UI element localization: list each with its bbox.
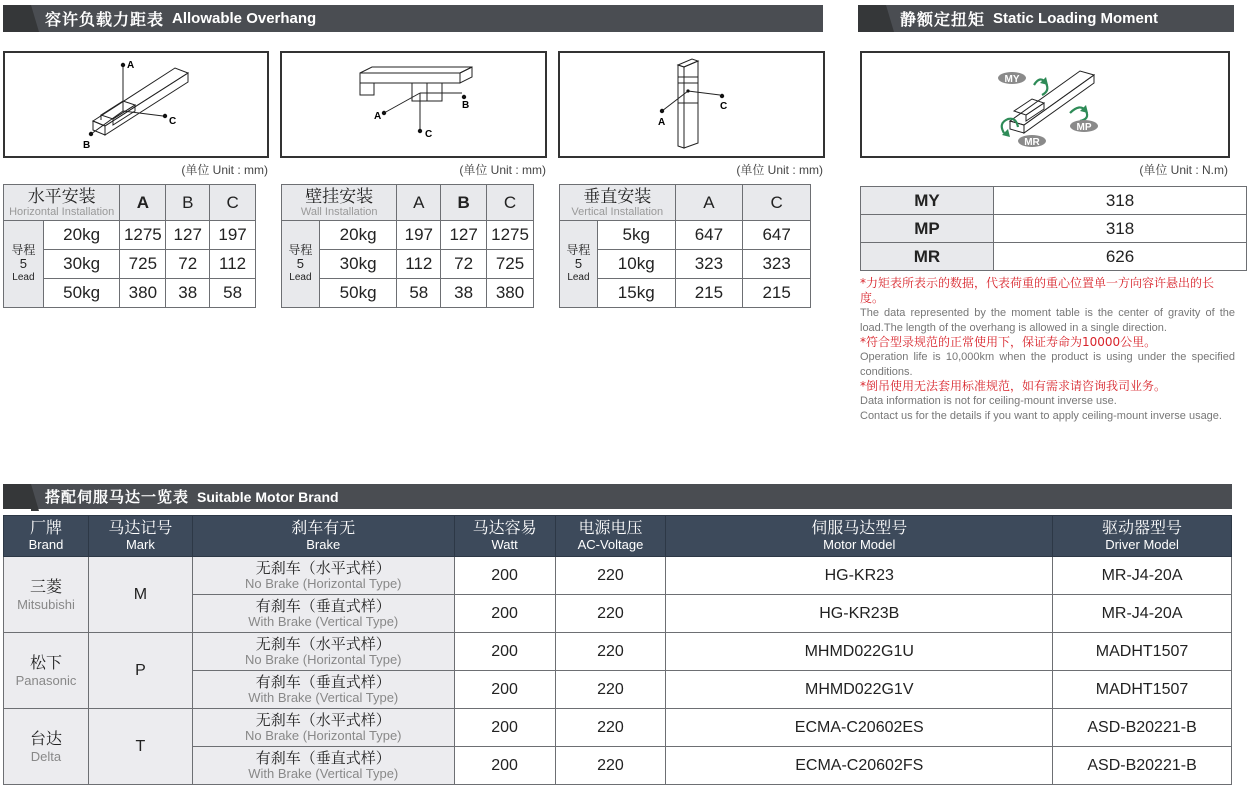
table-row	[4, 709, 1232, 747]
lead-en: Lead	[12, 272, 35, 283]
moment-key: MP	[861, 215, 994, 243]
note-en: Contact us for the details if you want to apply ceiling-mount inverse usage.	[860, 409, 1222, 422]
voltage-cell: 220	[555, 671, 666, 709]
label-mp: MP	[1076, 122, 1092, 133]
moment-key: MY	[861, 187, 994, 215]
brake-cell: 无刹车（水平式样） No Brake (Horizontal Type)	[192, 709, 454, 747]
value-cell: 725	[120, 250, 166, 279]
moment-value: 318	[994, 215, 1247, 243]
brand-cell: 三菱 Mitsubishi	[4, 557, 89, 633]
value-cell: 323	[743, 250, 811, 279]
lead-cell	[282, 221, 320, 308]
col-voltage: 电源电压 AC-Voltage	[555, 516, 666, 557]
driver-model-cell: MADHT1507	[1053, 633, 1232, 671]
voltage-cell: 220	[555, 709, 666, 747]
col-mark: 马达记号 Mark	[88, 516, 192, 557]
brake-cell: 有刹车（垂直式样） With Brake (Vertical Type)	[192, 747, 454, 785]
moment-header-cn: 静额定扭矩	[900, 10, 986, 29]
horizontal-actuator-drawing	[5, 53, 267, 156]
motor-model-cell: HG-KR23B	[666, 595, 1053, 633]
value-cell: 58	[397, 279, 441, 308]
install-en: Wall Installation	[300, 205, 378, 218]
motor-model-cell: HG-KR23	[666, 557, 1053, 595]
load-cell: 15kg	[597, 279, 675, 308]
moment-diagram	[860, 51, 1230, 158]
load-cell: 20kg	[43, 221, 120, 250]
motor-model-cell: ECMA-C20602ES	[666, 709, 1053, 747]
load-cell: 20kg	[319, 221, 397, 250]
lead-cell	[560, 221, 598, 308]
note-cn: *符合型录规范的正常使用下，保证寿命为10000公里。	[860, 335, 1157, 349]
col-header: C	[487, 185, 534, 221]
install-cn: 壁挂安装	[305, 186, 374, 207]
col-header: A	[675, 185, 743, 221]
install-type-header	[560, 185, 676, 221]
driver-model-cell: MR-J4-20A	[1053, 557, 1232, 595]
col-brake: 刹车有无 Brake	[192, 516, 454, 557]
col-header: C	[210, 185, 256, 221]
brake-cell: 有刹车（垂直式样） With Brake (Vertical Type)	[192, 595, 454, 633]
col-header: C	[743, 185, 811, 221]
mark-cell: T	[88, 709, 192, 785]
moment-header-en: Static Loading Moment	[993, 10, 1159, 27]
install-en: Horizontal Installation	[9, 205, 115, 218]
motor-header-cn: 搭配伺服马达一览表	[45, 488, 190, 506]
watt-cell: 200	[454, 709, 555, 747]
horizontal-overhang-table	[3, 184, 256, 308]
label-c: C	[425, 129, 433, 140]
col-header: B	[166, 185, 210, 221]
note-cn: *力矩表所表示的数据，代表荷重的重心位置单一方向容许悬出的长度。	[860, 276, 1215, 305]
driver-model-cell: ASD-B20221-B	[1053, 747, 1232, 785]
brand-cell: 松下 Panasonic	[4, 633, 89, 709]
lead-cn: 导程	[11, 243, 36, 257]
col-driver-model: 驱动器型号 Driver Model	[1053, 516, 1232, 557]
table-row	[4, 557, 1232, 595]
header-accent	[858, 5, 886, 32]
watt-cell: 200	[454, 595, 555, 633]
moment-table	[860, 186, 1247, 271]
lead-cn: 导程	[566, 243, 591, 257]
moment-value: 626	[994, 243, 1247, 271]
brake-cell: 无刹车（水平式样） No Brake (Horizontal Type)	[192, 633, 454, 671]
brake-cell: 有刹车（垂直式样） With Brake (Vertical Type)	[192, 671, 454, 709]
wall-actuator-drawing	[282, 53, 545, 156]
value-cell: 58	[210, 279, 256, 308]
motor-model-cell: MHMD022G1U	[666, 633, 1053, 671]
label-a: A	[658, 117, 666, 128]
value-cell: 112	[397, 250, 441, 279]
note-en: Data information is not for ceiling-mount inverse use.	[860, 395, 1117, 407]
lead-value: 5	[574, 256, 583, 271]
moment-value: 318	[994, 187, 1247, 215]
voltage-cell: 220	[555, 633, 666, 671]
value-cell: 215	[743, 279, 811, 308]
col-brand: 厂牌 Brand	[4, 516, 89, 557]
overhang-header-cn: 容许负载力距表	[45, 10, 165, 29]
brake-cell: 无刹车（水平式样） No Brake (Horizontal Type)	[192, 557, 454, 595]
value-cell: 725	[487, 250, 534, 279]
label-a: A	[127, 60, 135, 71]
value-cell: 72	[441, 250, 487, 279]
lead-cn: 导程	[288, 243, 313, 257]
install-cn: 水平安装	[27, 186, 96, 207]
watt-cell: 200	[454, 747, 555, 785]
label-my: MY	[1004, 74, 1020, 85]
voltage-cell: 220	[555, 747, 666, 785]
unit-label: (单位 Unit : mm)	[736, 163, 823, 177]
wall-diagram	[280, 51, 547, 158]
col-header: A	[397, 185, 441, 221]
moment-notes	[860, 276, 1235, 423]
value-cell: 647	[675, 221, 743, 250]
value-cell: 72	[166, 250, 210, 279]
load-cell: 50kg	[319, 279, 397, 308]
label-b: B	[83, 140, 91, 151]
load-cell: 10kg	[597, 250, 675, 279]
value-cell: 647	[743, 221, 811, 250]
horizontal-diagram	[3, 51, 269, 158]
voltage-cell: 220	[555, 557, 666, 595]
install-type-header	[4, 185, 120, 221]
motor-table-header-row	[4, 516, 1232, 557]
mark-cell: M	[88, 557, 192, 633]
unit-label: (单位 Unit : mm)	[459, 163, 546, 177]
vertical-overhang-table	[559, 184, 811, 308]
lead-en: Lead	[289, 272, 312, 283]
value-cell: 215	[675, 279, 743, 308]
wall-overhang-table	[281, 184, 534, 308]
value-cell: 38	[166, 279, 210, 308]
lead-value: 5	[296, 256, 305, 271]
driver-model-cell: MR-J4-20A	[1053, 595, 1232, 633]
note-cn: *倒吊使用无法套用标准规范，如有需求请咨询我司业务。	[860, 379, 1167, 393]
col-header: A	[120, 185, 166, 221]
unit-label: (单位 Unit : mm)	[181, 163, 268, 177]
note-en: Operation life is 10,000km when the product is using under the specified conditions.	[860, 351, 1235, 378]
lead-en: Lead	[567, 272, 590, 283]
install-en: Vertical Installation	[571, 205, 664, 218]
motor-model-cell: MHMD022G1V	[666, 671, 1053, 709]
value-cell: 323	[675, 250, 743, 279]
value-cell: 38	[441, 279, 487, 308]
table-row	[4, 633, 1232, 671]
moment-actuator-drawing	[862, 53, 1228, 156]
note-en: The data represented by the moment table is the center of gravity of the load.The length of the overhang is allowed in a single direction.	[860, 307, 1235, 334]
value-cell: 197	[210, 221, 256, 250]
header-accent	[3, 5, 31, 32]
label-a: A	[374, 111, 382, 122]
col-motor-model: 伺服马达型号 Motor Model	[666, 516, 1053, 557]
lead-cell	[4, 221, 44, 308]
install-type-header	[282, 185, 397, 221]
load-cell: 50kg	[43, 279, 120, 308]
mark-cell: P	[88, 633, 192, 709]
value-cell: 380	[120, 279, 166, 308]
motor-model-cell: ECMA-C20602FS	[666, 747, 1053, 785]
label-b: B	[462, 100, 470, 111]
load-cell: 30kg	[319, 250, 397, 279]
label-c: C	[720, 101, 728, 112]
value-cell: 1275	[120, 221, 166, 250]
value-cell: 197	[397, 221, 441, 250]
motor-header	[3, 484, 1232, 509]
motor-table	[3, 515, 1232, 785]
header-accent	[3, 484, 31, 509]
col-header: B	[441, 185, 487, 221]
voltage-cell: 220	[555, 595, 666, 633]
watt-cell: 200	[454, 557, 555, 595]
vertical-diagram	[558, 51, 825, 158]
watt-cell: 200	[454, 633, 555, 671]
driver-model-cell: ASD-B20221-B	[1053, 709, 1232, 747]
load-cell: 30kg	[43, 250, 120, 279]
value-cell: 127	[166, 221, 210, 250]
vertical-actuator-drawing	[560, 53, 823, 156]
value-cell: 112	[210, 250, 256, 279]
label-mr: MR	[1024, 137, 1040, 148]
label-c: C	[169, 116, 177, 127]
value-cell: 127	[441, 221, 487, 250]
brand-cell: 台达 Delta	[4, 709, 89, 785]
moment-unit-label: (单位 Unit : N.m)	[1139, 163, 1228, 177]
overhang-header	[3, 5, 823, 32]
motor-header-en: Suitable Motor Brand	[197, 488, 339, 505]
value-cell: 380	[487, 279, 534, 308]
lead-value: 5	[19, 256, 28, 271]
install-cn: 垂直安装	[583, 186, 652, 207]
load-cell: 5kg	[597, 221, 675, 250]
moment-header	[858, 5, 1234, 32]
driver-model-cell: MADHT1507	[1053, 671, 1232, 709]
moment-key: MR	[861, 243, 994, 271]
col-watt: 马达容易 Watt	[454, 516, 555, 557]
overhang-header-en: Allowable Overhang	[172, 10, 317, 27]
watt-cell: 200	[454, 671, 555, 709]
value-cell: 1275	[487, 221, 534, 250]
